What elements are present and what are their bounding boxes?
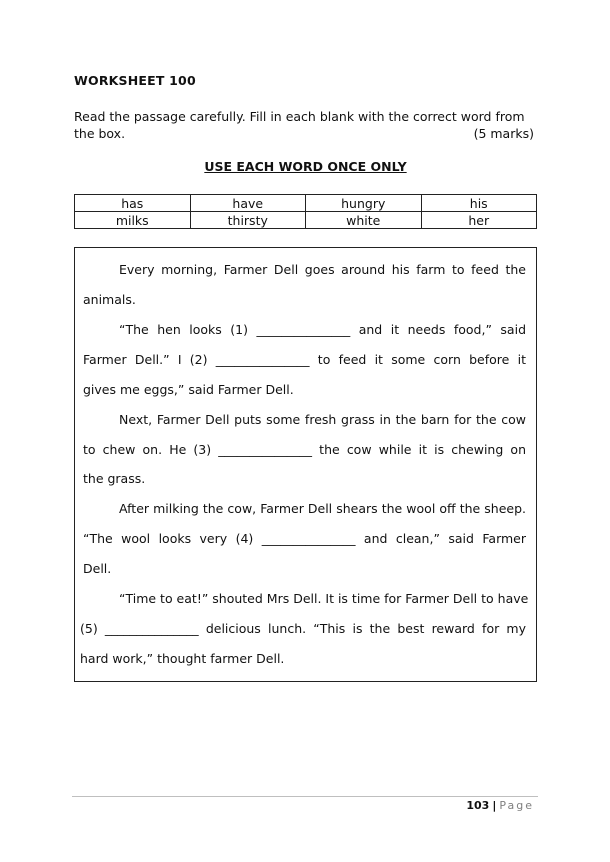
word-cell: her [421,212,537,229]
passage-line: Next, Farmer Dell puts some fresh grass in the barn for the cow [119,412,526,427]
instructions-line-2 [74,125,534,142]
page-number: 103 [466,799,490,812]
instructions [74,108,534,142]
passage-line: to chew on. He (3) _______________ the cow while it is chewing on [83,442,526,457]
marks-label: (5 marks) [473,126,534,141]
page-footer [466,799,534,812]
instructions-line-1: Read the passage carefully. Fill in each blank with the correct word from [74,109,525,124]
footer-separator: | [492,799,497,812]
worksheet-title: WORKSHEET 100 [74,73,196,88]
word-cell: hungry [306,195,422,212]
passage-line: hard work,” thought farmer Dell. [80,651,285,666]
passage-line: “Time to eat!” shouted Mrs Dell. It is time for Farmer Dell to have [119,591,529,606]
passage-line: gives me eggs,” said Farmer Dell. [83,382,294,397]
passage-line: “The wool looks very (4) _______________ and clean,” said Farmer [83,531,526,546]
passage-box [74,247,537,682]
passage-line: Dell. [83,561,112,576]
passage-line: (5) _______________ delicious lunch. “This is the best reward for my [80,621,526,636]
page-label: Page [499,799,534,812]
word-cell: his [421,195,537,212]
passage-line: After milking the cow, Farmer Dell shears the wool off the sheep. [119,501,526,516]
word-cell: have [190,195,306,212]
passage-line: the grass. [83,471,146,486]
passage-line: animals. [83,292,136,307]
passage-line: Farmer Dell.” I (2) _______________ to feed it some corn before it [83,352,526,367]
word-box-row [75,212,537,229]
passage-line: “The hen looks (1) _______________ and it needs food,” said [119,322,526,337]
word-box-row [75,195,537,212]
word-cell: has [75,195,191,212]
footer-divider [72,796,538,797]
word-cell: thirsty [190,212,306,229]
word-use-banner: USE EACH WORD ONCE ONLY [204,159,407,174]
word-box-table [74,194,537,229]
word-cell: white [306,212,422,229]
instructions-text: the box. [74,126,126,141]
passage-line: Every morning, Farmer Dell goes around his farm to feed the [119,262,526,277]
word-cell: milks [75,212,191,229]
